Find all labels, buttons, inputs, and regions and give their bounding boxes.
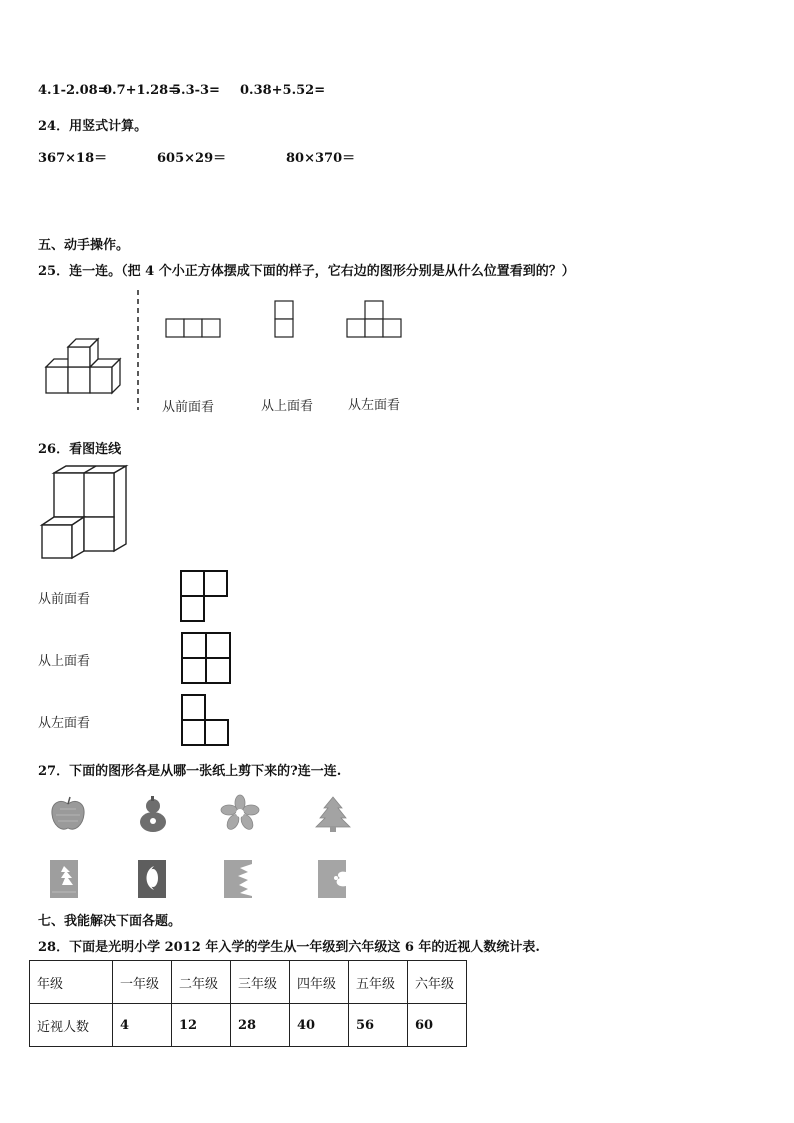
table-header-cell: 六年级 — [408, 961, 467, 1004]
q26-label-top: 从上面看 — [38, 654, 91, 669]
q26-label-left: 从左面看 — [38, 716, 91, 731]
paper-cut-b — [136, 858, 170, 900]
q24-title: 24．用竖式计算。 — [38, 119, 148, 134]
q26-view-a — [179, 569, 231, 623]
table-row — [30, 1004, 467, 1047]
table-cell: 60 — [408, 1004, 467, 1047]
q25-view-a — [164, 318, 224, 338]
table-cell: 28 — [231, 1004, 290, 1047]
flower-icon — [220, 795, 260, 831]
q24-expr-3: 80×370＝ — [286, 151, 356, 166]
q25-title: 25．连一连。（把 4 个小正方体摆成下面的样子，它右边的图形分别是从什么位置看到的？） — [38, 264, 575, 279]
q24-expr-1: 367×18＝ — [38, 151, 108, 166]
table-cell: 40 — [290, 1004, 349, 1047]
q26-title: 26．看图连线 — [38, 442, 122, 457]
myopia-stats-table — [29, 960, 467, 1047]
table-cell: 4 — [113, 1004, 172, 1047]
q25-view-b — [274, 300, 296, 340]
apple-icon — [50, 795, 86, 833]
table-cell: 12 — [172, 1004, 231, 1047]
gourd-icon — [136, 795, 170, 835]
arith-expr-4: 0.38+5.52= — [240, 83, 326, 98]
table-cell: 56 — [349, 1004, 408, 1047]
table-header-cell: 年级 — [30, 961, 113, 1004]
table-header-cell: 二年级 — [172, 961, 231, 1004]
paper-cut-c — [222, 858, 256, 900]
q25-label-left: 从左面看 — [348, 398, 401, 413]
q26-view-c — [180, 693, 232, 747]
arith-expr-1: 4.1-2.08= — [38, 83, 109, 98]
table-header-cell: 三年级 — [231, 961, 290, 1004]
q25-label-front: 从前面看 — [162, 400, 215, 415]
q25-dashed-divider — [136, 290, 140, 410]
table-header-row — [30, 961, 467, 1004]
section5-title: 五、动手操作。 — [38, 238, 130, 253]
q26-label-front: 从前面看 — [38, 592, 91, 607]
arith-expr-3: 5.3-3= — [172, 83, 220, 98]
q27-title: 27．下面的图形各是从哪一张纸上剪下来的?连一连. — [38, 764, 342, 779]
table-header-cell: 五年级 — [349, 961, 408, 1004]
paper-cut-a — [48, 858, 82, 900]
arith-expr-2: 0.7+1.28= — [103, 83, 180, 98]
table-header-cell: 四年级 — [290, 961, 349, 1004]
q26-view-b — [180, 631, 232, 686]
paper-cut-d — [316, 858, 350, 900]
section7-title: 七、我能解决下面各题。 — [38, 914, 182, 929]
table-header-cell: 一年级 — [113, 961, 172, 1004]
q25-label-top: 从上面看 — [261, 399, 314, 414]
q25-cube-figure — [40, 335, 130, 400]
q25-view-c — [346, 300, 406, 340]
q26-cube-figure — [40, 465, 130, 560]
q28-title: 28．下面是光明小学 2012 年入学的学生从一年级到六年级这 6 年的近视人数统计表. — [38, 940, 540, 955]
table-row-label: 近视人数 — [30, 1004, 113, 1047]
q24-expr-2: 605×29＝ — [157, 151, 227, 166]
tree-icon — [314, 795, 352, 833]
